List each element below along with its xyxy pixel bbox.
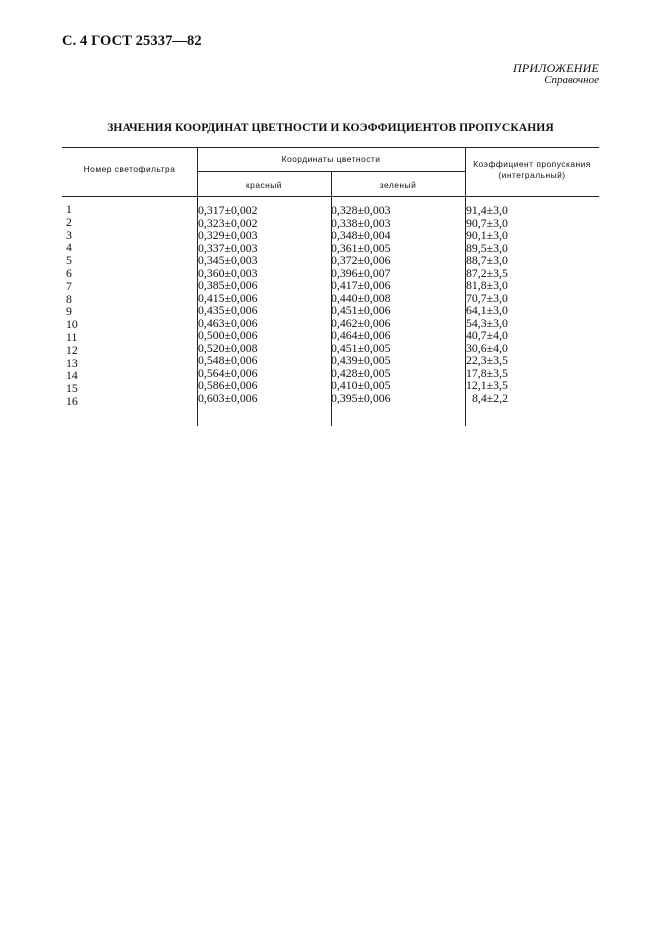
table-cell: 90,7±3,0: [466, 215, 508, 230]
table-cell: 0,395±0,006: [331, 390, 391, 405]
header-filter-number: Номер светофильтра: [83, 164, 176, 174]
table-cell: 0,435±0,006: [198, 303, 258, 317]
table-cell: 15: [66, 381, 78, 396]
table-cell: 0,463±0,006: [198, 315, 258, 330]
table-cell: 0,462±0,006: [331, 315, 391, 330]
table-cell: 12: [66, 342, 78, 357]
table-cell: 11: [66, 329, 78, 344]
column-filter-numbers: [66, 203, 78, 408]
header-coordinates: Координаты цветности: [281, 154, 381, 164]
table-cell: 0,328±0,003: [331, 203, 391, 217]
table-cell: 30,6±4,0: [466, 340, 508, 355]
table-cell: 0,360±0,003: [198, 265, 258, 280]
table-cell: 0,417±0,006: [331, 278, 391, 292]
table-cell: 3: [66, 227, 72, 242]
table-cell: 64,1±3,0: [466, 303, 508, 317]
table-cell: 22,3±3,5: [466, 353, 508, 367]
table-cell: 0,464±0,006: [331, 328, 391, 342]
column-green: [331, 204, 391, 404]
table-cell: 81,8±3,0: [466, 278, 508, 292]
table-cell: 7: [66, 278, 72, 293]
header-green: зеленый: [379, 180, 417, 190]
appendix-block: [513, 62, 599, 86]
table-cell: 0,548±0,006: [198, 353, 258, 367]
table-cell: 4: [66, 240, 72, 255]
table-cell: 0,603±0,006: [198, 390, 258, 405]
table-cell: 0,500±0,006: [198, 328, 258, 342]
table-cell: 8,4±2,2: [472, 390, 508, 405]
table-cell: 0,440±0,008: [331, 290, 391, 305]
table-cell: 0,345±0,003: [198, 253, 258, 267]
table-cell: 91,4±3,0: [466, 203, 508, 217]
table-cell: 54,3±3,0: [466, 315, 508, 330]
table-cell: 0,410±0,005: [331, 378, 391, 392]
table-cell: 89,5±3,0: [466, 240, 508, 255]
page-header: С. 4 ГОСТ 25337—82: [62, 33, 202, 49]
table-cell: 13: [66, 355, 78, 370]
table-cell: 90,1±3,0: [466, 228, 508, 242]
table-cell: 0,323±0,002: [198, 215, 258, 230]
table-cell: 0,415±0,006: [198, 290, 258, 305]
table-cell: 40,7±4,0: [466, 328, 508, 342]
table-cell: 0,428±0,005: [331, 365, 391, 380]
table-cell: 14: [66, 368, 78, 383]
table-cell: 0,372±0,006: [331, 253, 391, 267]
table-cell: 0,348±0,004: [331, 228, 391, 242]
table-cell: 87,2±3,5: [466, 265, 508, 280]
table-cell: 0,338±0,003: [331, 215, 391, 230]
table-top-rule: [62, 147, 599, 148]
table-cell: 2: [66, 214, 72, 229]
table-cell: 70,7±3,0: [466, 290, 508, 305]
table-cell: 88,7±3,0: [466, 253, 508, 267]
appendix-type: Справочное: [544, 74, 599, 86]
table-cell: 0,439±0,005: [331, 353, 391, 367]
table-cell: 0,361±0,005: [331, 240, 391, 255]
table-cell: 12,1±3,5: [466, 378, 508, 392]
table-cell: 0,564±0,006: [198, 365, 258, 380]
table-cell: 6: [66, 265, 72, 280]
table-cell: 17,8±3,5: [466, 365, 508, 380]
table-cell: 5: [66, 253, 72, 268]
table-cell: 1: [66, 202, 72, 216]
appendix-label: ПРИЛОЖЕНИЕ: [513, 61, 599, 75]
table-cell: 0,586±0,006: [198, 378, 258, 392]
column-coefficient: [466, 204, 508, 404]
table-cell: 0,385±0,006: [198, 278, 258, 292]
table-cell: 8: [66, 291, 72, 306]
table-cell: 9: [66, 304, 72, 319]
header-red: красный: [246, 180, 282, 190]
column-red: [198, 204, 258, 404]
table-cell: 0,329±0,003: [198, 228, 258, 242]
table-title: ЗНАЧЕНИЯ КООРДИНАТ ЦВЕТНОСТИ И КОЭФФИЦИЕНТОВ ПРОПУСКАНИЯ: [107, 121, 554, 134]
table-cell: 0,396±0,007: [331, 265, 391, 280]
table-cell: 16: [66, 393, 78, 408]
header-coefficient-line2: (интегральный): [498, 170, 566, 180]
table-cell: 0,451±0,005: [331, 340, 391, 355]
table-cell: 0,317±0,002: [198, 203, 258, 217]
table-cell: 10: [66, 317, 78, 332]
table-cell: 0,451±0,006: [331, 303, 391, 317]
header-coefficient: [465, 159, 599, 181]
table-cell: 0,520±0,008: [198, 340, 258, 355]
header-coefficient-line1: Коэффициент пропускания: [473, 159, 591, 169]
table-cell: 0,337±0,003: [198, 240, 258, 255]
